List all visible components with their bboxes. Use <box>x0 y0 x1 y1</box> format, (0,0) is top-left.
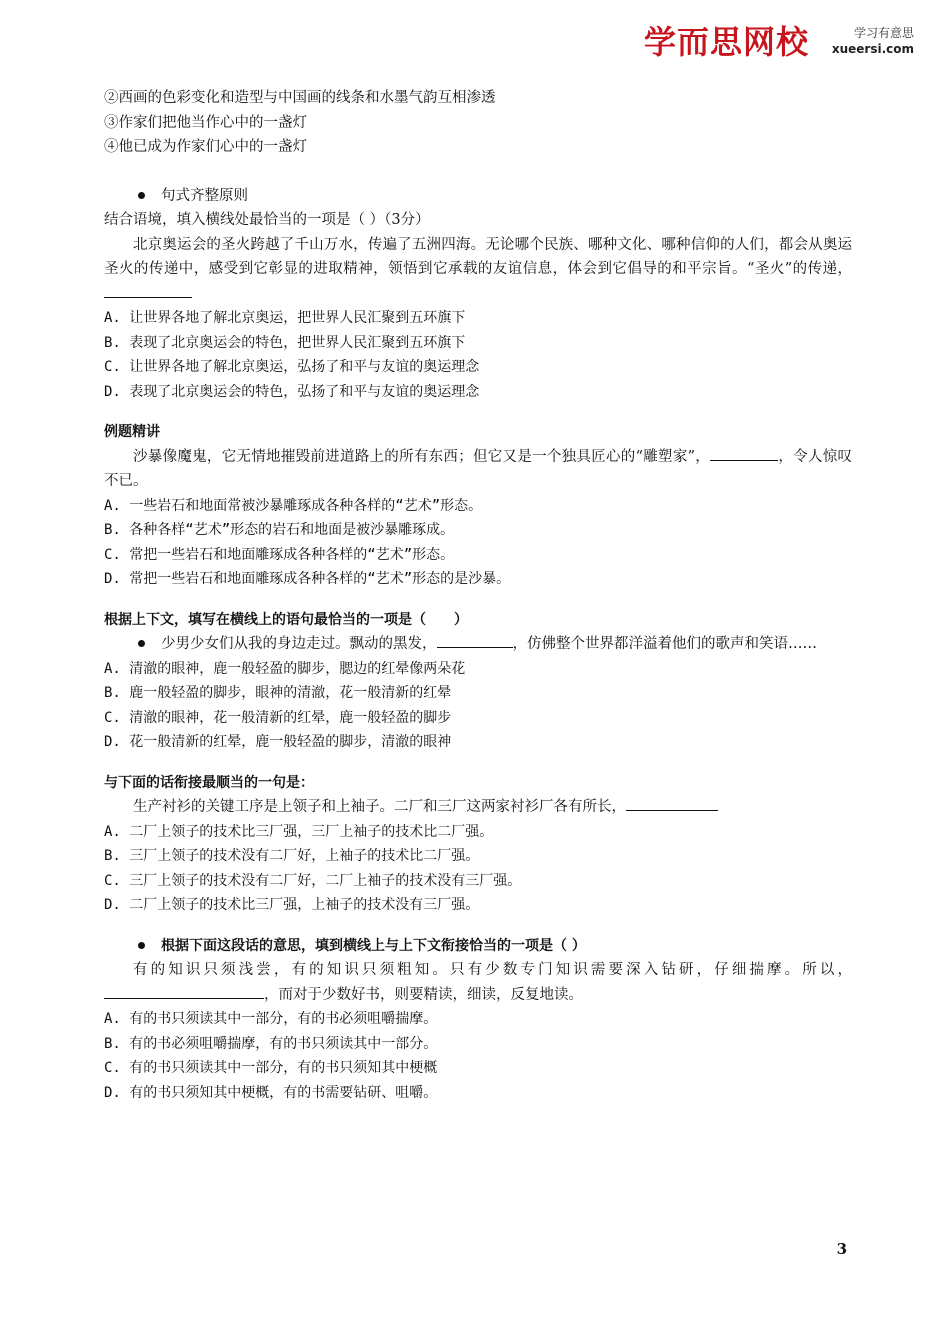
section2-passage: 沙暴像魔鬼，它无情地摧毁前进道路上的所有东西；但它又是一个独具匠心的“雕塑家”， ，令人惊叹不已。 <box>104 445 852 494</box>
answer-blank <box>710 446 778 461</box>
section3-option-a: A. 清澈的眼神，鹿一般轻盈的脚步，腮边的红晕像两朵花 <box>104 660 466 677</box>
page-number: 3 <box>836 1240 847 1258</box>
section3-option-d: D. 花一般清新的红晕，鹿一般轻盈的脚步，清澈的眼神 <box>104 734 452 750</box>
section4-option-a: A. 二厂上领子的技术比三厂强，三厂上袖子的技术比二厂强。 <box>104 823 494 840</box>
section1-passage: 北京奥运会的圣火跨越了千山万水，传遍了五洲四海。无论哪个民族、哪种文化、哪种信仰的人们，都会从奥运圣火的传递中，感受到它彰显的进取精神，领悟到它承载的友谊信息，体会到它倡导的和平宗旨。“圣火”的传递， <box>104 233 852 307</box>
section1-instruction: 结合语境，填入横线处最恰当的一项是（ ）（3分） <box>104 212 430 228</box>
section3-passage: 少男少女们从我的身边走过。飘动的黑发， ，仿佛整个世界都洋溢着他们的歌声和笑语…… <box>161 632 852 657</box>
brand-logo <box>644 22 914 66</box>
answer-blank <box>437 633 513 648</box>
section4-heading: 与下面的话衔接最顺当的一句是： <box>104 774 314 791</box>
section4-passage: 生产衬衫的关键工序是上领子和上袖子。二厂和三厂这两家衬衫厂各有所长， <box>104 795 852 820</box>
section2-option-a: A. 一些岩石和地面常被沙暴雕琢成各种各样的“艺术”形态。 <box>104 497 483 514</box>
page-content <box>104 86 852 1105</box>
section4-option-b: B. 三厂上领子的技术没有二厂好，上袖子的技术比二厂强。 <box>104 848 480 864</box>
bullet-icon <box>138 640 145 647</box>
section5-option-d: D. 有的书只须知其中梗概，有的书需要钻研、咀嚼。 <box>104 1084 438 1101</box>
section5-heading: 根据下面这段话的意思，填到横线上与上下文衔接恰当的一项是（ ） <box>161 937 586 954</box>
intro-line: ③作家们把他当作心中的一盏灯 <box>104 114 307 131</box>
section3-option-c: C. 清澈的眼神，花一般清新的红晕，鹿一般轻盈的脚步 <box>104 709 452 726</box>
section3-heading: 根据上下文，填写在横线上的语句最恰当的一项是（ ） <box>104 611 468 628</box>
section2-option-b: B. 各种各样“艺术”形态的岩石和地面是被沙暴雕琢成。 <box>104 522 455 538</box>
bullet-icon <box>138 192 145 199</box>
intro-line: ④他已成为作家们心中的一盏灯 <box>104 139 307 155</box>
section5-option-b: B. 有的书必须咀嚼揣摩，有的书只须读其中一部分。 <box>104 1035 438 1052</box>
bullet-icon <box>138 942 145 949</box>
section4-option-d: D. 二厂上领子的技术比三厂强，上袖子的技术没有三厂强。 <box>104 897 480 913</box>
answer-blank <box>104 984 264 999</box>
section2-heading: 例题精讲 <box>104 424 160 440</box>
section1-option-a: A. 让世界各地了解北京奥运，把世界人民汇聚到五环旗下 <box>104 310 466 326</box>
section1-option-c: C. 让世界各地了解北京奥运，弘扬了和平与友谊的奥运理念 <box>104 359 480 375</box>
section4-option-c: C. 三厂上领子的技术没有二厂好，二厂上袖子的技术没有三厂强。 <box>104 872 522 889</box>
brand-url: xueersi.com <box>831 42 914 56</box>
section1-option-d: D. 表现了北京奥运会的特色，弘扬了和平与友谊的奥运理念 <box>104 383 480 400</box>
answer-blank <box>626 796 718 811</box>
section5-option-a: A. 有的书只须读其中一部分，有的书必须咀嚼揣摩。 <box>104 1011 438 1027</box>
answer-blank <box>104 283 192 298</box>
section5-bullet <box>104 934 852 959</box>
section3-option-b: B. 鹿一般轻盈的脚步，眼神的清澈，花一般清新的红晕 <box>104 685 452 701</box>
section5-option-c: C. 有的书只须读其中一部分，有的书只须知其中梗概 <box>104 1060 438 1076</box>
section5-passage: 有的知识只须浅尝，有的知识只须粗知。只有少数专门知识需要深入钻研，仔细揣摩。所以，，而对于少数好书，则要精读，细读，反复地读。 <box>104 958 852 1007</box>
section2-option-d: D. 常把一些岩石和地面雕琢成各种各样的“艺术”形态的是沙暴。 <box>104 571 511 587</box>
section1-option-b: B. 表现了北京奥运会的特色，把世界人民汇聚到五环旗下 <box>104 334 466 351</box>
section2-option-c: C. 常把一些岩石和地面雕琢成各种各样的“艺术”形态。 <box>104 546 455 563</box>
section3-bullet <box>104 632 852 657</box>
brand-name: 学而思网校 <box>644 23 810 61</box>
brand-slogan: 学习有意思 <box>853 26 914 40</box>
intro-line: ②西画的色彩变化和造型与中国画的线条和水墨气韵互相渗透 <box>104 90 496 106</box>
section1-bullet-title: 句式齐整原则 <box>161 187 248 204</box>
section1-bullet <box>104 184 852 209</box>
